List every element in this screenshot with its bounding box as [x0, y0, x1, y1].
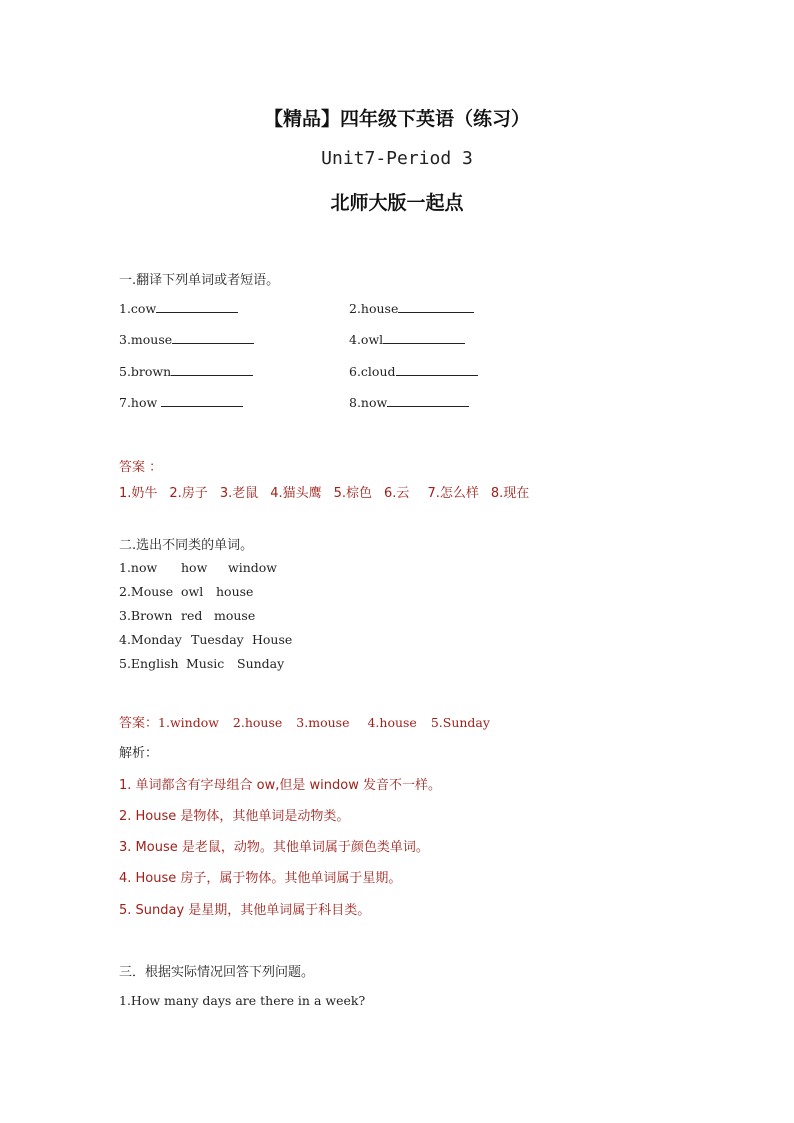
section1-answers: 1.奶牛 2.房子 3.老鼠 4.猫头鹰 5.棕色 6.云 7.怎么样 8.现在	[119, 486, 530, 501]
word-row: 3.Brown red mouse	[119, 608, 256, 623]
section1-heading: 一.翻译下列单词或者短语。	[119, 273, 280, 288]
section2-answers: 答案：1.window 2.house 3.mouse 4.house 5.Sunday	[119, 715, 490, 731]
word-row: 2.Mouse owl house	[119, 584, 254, 599]
analysis-line: 4. House 房子，属于物体。其他单词属于星期。	[119, 871, 402, 886]
word-row: 5.English Music Sunday	[119, 656, 285, 671]
vocab-item: 4.owl	[349, 332, 465, 347]
word-row: 1.now how window	[119, 560, 277, 575]
page-title: 【精品】四年级下英语（练习）	[263, 108, 530, 130]
vocab-item: 2.house	[349, 301, 474, 316]
analysis-label: 解析：	[119, 746, 159, 761]
section3-heading: 三．根据实际情况回答下列问题。	[119, 965, 315, 980]
vocab-item: 1.cow	[119, 301, 238, 316]
vocab-item: 3.mouse	[119, 332, 254, 347]
unit-subtitle: Unit7-Period 3	[321, 148, 473, 169]
analysis-line: 5. Sunday 是星期，其他单词属于科目类。	[119, 903, 371, 918]
section2-heading: 二.选出不同类的单词。	[119, 538, 254, 553]
vocab-item: 5.brown	[119, 364, 253, 379]
analysis-line: 3. Mouse 是老鼠，动物。其他单词属于颜色类单词。	[119, 840, 429, 855]
vocab-item: 8.now	[349, 395, 469, 410]
publisher-heading: 北师大版一起点	[330, 192, 464, 214]
word-row: 4.Monday Tuesday House	[119, 632, 293, 647]
question-item: 1.How many days are there in a week?	[119, 993, 366, 1008]
analysis-line: 2. House 是物体，其他单词是动物类。	[119, 809, 350, 824]
vocab-item: 7.how	[119, 395, 243, 410]
vocab-item: 6.cloud	[349, 364, 478, 379]
answer-label: 答案 ：	[119, 460, 163, 475]
analysis-line: 1. 单词都含有字母组合 ow,但是 window 发音不一样。	[119, 778, 441, 793]
